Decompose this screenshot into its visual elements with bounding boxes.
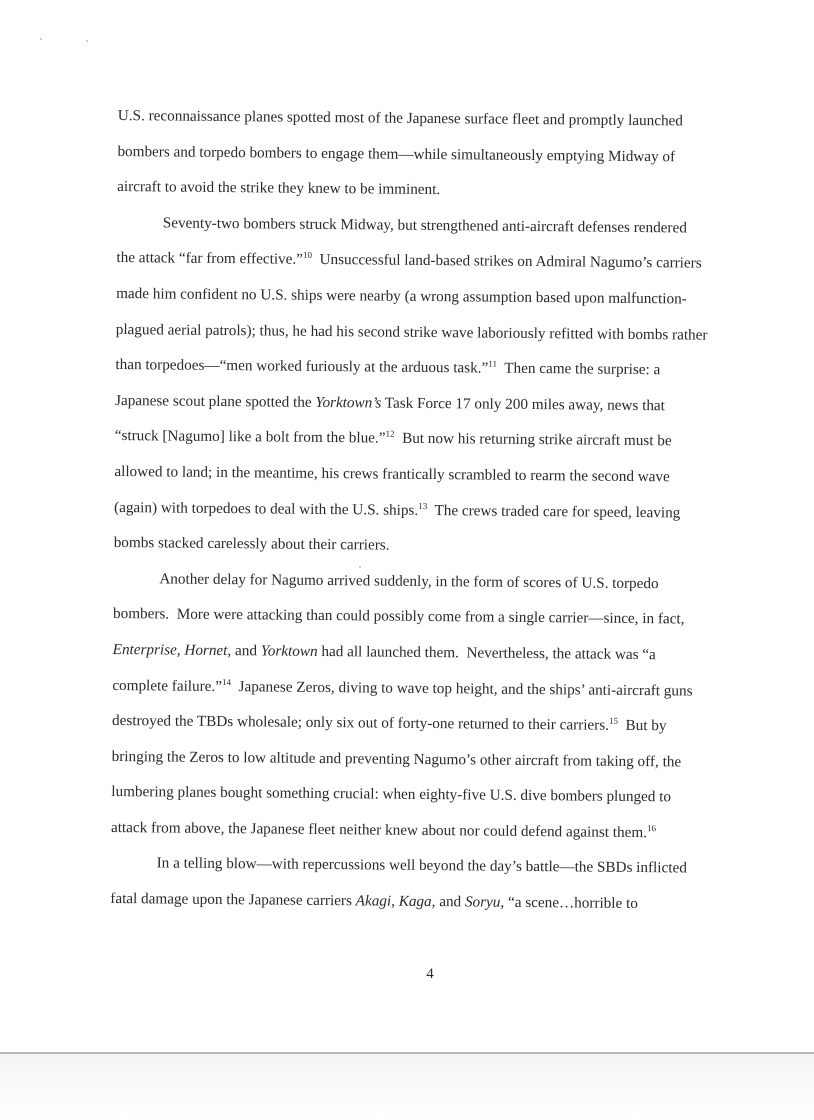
text-line: plagued aerial patrols); thus, he had his second strike wave laboriously refitted with bombs rather — [115, 320, 708, 344]
text-line: lumbering planes bought something crucial: when eighty-five U.S. dive bombers plunged to — [111, 783, 672, 806]
italic-ship-name: Yorktown — [260, 642, 318, 660]
text-line: complete failure.”$^{14}$ Japanese Zeros, diving to wave top height, and the ships’ anti-aircraft guns — [112, 676, 693, 700]
text-line: attack from above, the Japanese fleet neither knew about nor could defend against them.$^{16}$ — [110, 818, 657, 841]
body-text — [110, 98, 718, 922]
italic-ship-name: Yorktown’s — [315, 393, 382, 412]
footnote-ref: 16 — [646, 822, 657, 834]
paragraph-start-line: In a telling blow—with repercussions well beyond the day’s battle—the SBDs inflicted — [156, 854, 687, 877]
text-line: allowed to land; in the meantime, his crews frantically scrambled to rearm the second wave — [114, 462, 670, 486]
text-line: than torpedoes—“men worked furiously at the arduous task.”$^{11}$ Then came the surprise: a — [115, 356, 661, 379]
scan-speck — [40, 38, 42, 40]
italic-ship-name: Soryu — [464, 893, 501, 911]
text-line: bringing the Zeros to low altitude and preventing Nagumo’s other aircraft from taking off, the — [111, 747, 682, 771]
text-line: bombers and torpedo bombers to engage them—while simultaneously emptying Midway of — [117, 142, 676, 165]
text-line: aircraft to avoid the strike they knew to be imminent. — [117, 178, 441, 199]
footnote-ref: 15 — [608, 715, 619, 726]
text-line: Enterprise, Hornet, and Yorktown had all launched them. Nevertheless, the attack was “a — [112, 640, 656, 664]
text-line: made him confident no U.S. ships were nearby (a wrong assumption based upon malfunction- — [116, 284, 687, 308]
text-line: (again) with torpedoes to deal with the U.S. ships.$^{13}$ The crews traded care for speed, leaving — [113, 498, 681, 521]
page-number: 4 — [426, 966, 434, 982]
text-line: the attack “far from effective.”$^{10}$ Unsuccessful land-based strikes on Admiral Nagumo’s carriers — [116, 249, 702, 272]
italic-ship-name: Enterprise, Hornet, — [112, 640, 232, 660]
scan-speck — [86, 40, 88, 42]
footnote-ref: 12 — [385, 428, 395, 440]
footnote-ref: 10 — [302, 250, 313, 261]
text-line: bombs stacked carelessly about their carriers. — [113, 534, 390, 554]
text-line: “struck [Nagumo] like a bolt from the blue.”$^{12}$ But now his returning strike aircraft must be — [114, 427, 672, 450]
text-line: bombers. More were attacking than could possibly come from a single carrier—since, in fact, — [112, 605, 685, 628]
scan-bottom-margin — [0, 1054, 814, 1120]
footnote-ref: 14 — [221, 676, 232, 687]
text-line: U.S. reconnaissance planes spotted most of the Japanese surface fleet and promptly launched — [117, 106, 684, 130]
footnote-ref: 11 — [488, 358, 498, 369]
paragraph-start-line: Another delay for Nagumo arrived suddenly, in the form of scores of U.S. torpedo — [159, 570, 659, 592]
text-line: fatal damage upon the Japanese carriers Akagi, Kaga, and Soryu, “a scene…horrible to — [110, 890, 638, 913]
footnote-ref: 13 — [418, 500, 428, 511]
text-line: destroyed the TBDs wholesale; only six out of forty-one returned to their carriers.$^{15}$ But by — [111, 712, 667, 735]
paragraph-start-line: Seventy-two bombers struck Midway, but strengthened anti-aircraft defenses rendered — [162, 214, 687, 237]
italic-ship-name: Akagi, Kaga, — [355, 892, 436, 911]
text-line: Japanese scout plane spotted the Yorktown’s Task Force 17 only 200 miles away, news that — [115, 391, 665, 415]
